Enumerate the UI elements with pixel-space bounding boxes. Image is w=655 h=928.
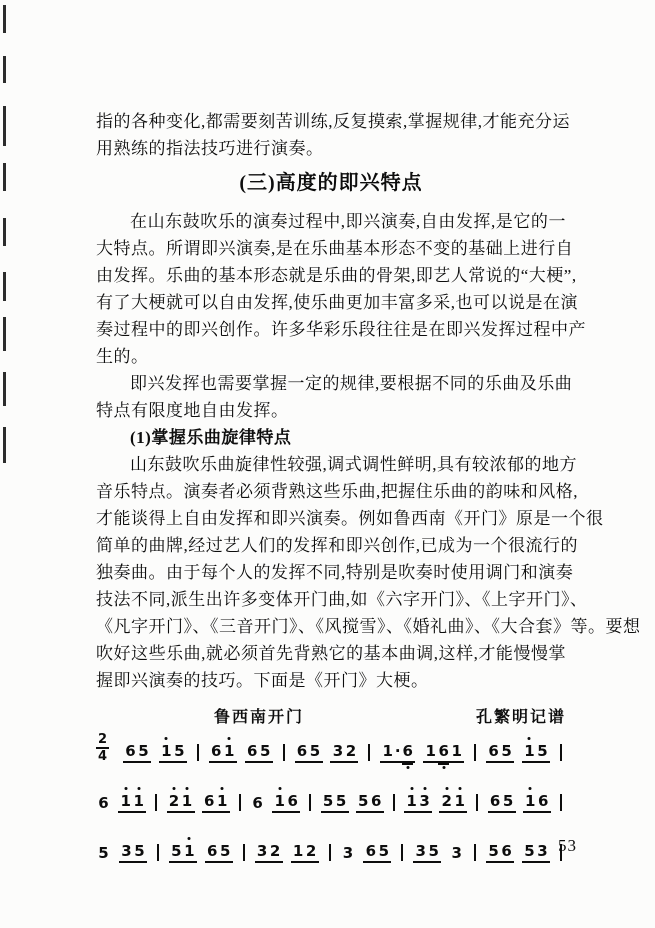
scan-artifact [3,163,6,191]
note: 5 [98,844,109,862]
note-group [159,743,187,763]
note-group [523,793,551,813]
note: 3 [415,842,426,860]
octave-dot-above [410,787,413,790]
barline [157,844,159,861]
note: 5 [537,742,548,760]
paragraph-line: 简单的曲牌,经过艺人们的发挥和即兴创作,已成为一个很流行的 [96,536,578,555]
score-lines [96,733,566,863]
note-group [356,793,384,813]
note: 1 [453,793,466,809]
note: 3 [332,742,344,760]
score-line [96,783,566,813]
paragraph-line: 才能谈得上自由发挥和即兴演奏。例如鲁西南《开门》原是一个很 [96,509,604,528]
note: 6 [488,742,499,760]
paragraph-line: 大特点。所谓即兴演奏,是在乐曲基本形态不变的基础上进行自 [96,239,574,258]
octave-dot-above [529,787,532,790]
paragraph-line: 吹好这些乐曲,就必须首先背熟它的基本曲调,这样,才能慢慢掌 [96,644,566,663]
paragraph-line: 生的。 [96,347,149,366]
note-group [330,743,358,763]
note: 6 [501,842,512,860]
note: 1 [451,742,462,760]
note: 3 [256,842,268,860]
note-group [250,795,265,813]
barline [560,744,562,761]
paragraph-line: 《凡字开门》、《三音开门》、《风搅雪》、《婚礼曲》、《大合套》等。要想 [96,617,641,636]
octave-dot-above [188,837,191,840]
note: 1 [181,793,194,809]
note: 5 [335,792,347,810]
octave-dot-above [221,787,224,790]
note: 5 [488,842,499,860]
octave-dot-above [528,737,531,740]
note: 1 [292,842,304,860]
note: 5 [378,842,390,860]
note: 5 [134,842,145,860]
note-group [167,793,195,813]
barline [368,744,370,761]
scan-artifact [3,5,6,33]
barline [239,794,241,811]
note: 1 [119,793,132,809]
note: 1 [523,743,536,759]
barline [197,744,199,761]
octave-dot-above [458,787,461,790]
score-line [96,833,566,863]
paragraph-line: 用熟练的指法技巧进行演奏。 [96,139,324,158]
note: 1 [223,743,236,759]
note: 5 [309,742,321,760]
music-score [96,704,566,863]
note-group [291,843,319,863]
note: 5 [259,742,271,760]
note: 3 [537,842,548,860]
note: 6 [287,792,298,810]
paragraph-line: 在山东鼓吹乐的演奏过程中,即兴演奏,自由发挥,是它的一 [130,212,566,231]
barline [474,744,476,761]
barline [243,844,245,861]
time-signature [96,733,109,763]
paragraph-line: 山东鼓吹乐曲旋律性较强,调式调性鲜明,具有较浓郁的地方 [130,455,577,474]
octave-dot-above [137,787,140,790]
octave-dot-above [165,737,168,740]
time-signature-numerator: 2 [98,732,108,747]
note: 2 [168,793,181,809]
octave-dot-below [442,766,445,769]
note: 1 [183,843,196,859]
note-group [413,843,441,863]
octave-dot-above [445,787,448,790]
note: 1 [382,742,393,760]
octave-dot-above [124,787,127,790]
score-line [96,733,566,763]
note: 3 [121,842,132,860]
note-group [295,743,323,763]
augmentation-dot: · [394,742,401,760]
score-title: 鲁西南开门 [214,709,305,726]
note: 1 [216,793,229,809]
paragraph-line: 音乐特点。演奏者必须背熟这些乐曲,把握住乐曲的韵味和风格, [96,482,578,501]
octave-dot-above [423,787,426,790]
note-group [522,843,550,863]
note: 5 [502,792,514,810]
note-group [486,843,514,863]
note: 6 [401,743,414,759]
note: 6 [211,742,222,760]
paragraph-line: 握即兴演奏的技巧。下面是《开门》大梗。 [96,671,429,690]
note-group [321,793,349,813]
paragraph-line: 指的各种变化,都需要刻苦训练,反复摸索,掌握规律,才能充分运 [96,112,570,131]
note: 5 [138,742,149,760]
sixteenth-beam [402,763,413,765]
note-group [380,743,415,763]
note-group [202,793,230,813]
note-group [423,743,464,763]
note-group [205,843,233,863]
note-group [245,743,273,763]
note-group [439,793,467,813]
time-signature-denominator: 4 [98,749,108,764]
note: 5 [171,842,182,860]
note: 3 [418,793,431,809]
note-group [169,843,197,863]
sixteenth-beam [438,763,449,765]
note: 2 [269,842,281,860]
note-group [404,793,432,813]
paragraph-line: 奏过程中的即兴创作。许多华彩乐段往往是在即兴发挥过程中产 [96,320,586,339]
octave-dot-below [406,766,409,769]
note: 5 [220,842,231,860]
octave-dot-above [186,787,189,790]
scan-artifact [3,427,6,463]
note: 6 [207,842,218,860]
note: 3 [451,844,462,862]
note: 5 [428,842,439,860]
paragraph-line: 由发挥。乐曲的基本形态就是乐曲的骨架,即艺人常说的“大梗”, [96,266,577,285]
octave-dot-above [173,787,176,790]
scan-artifact [3,56,6,83]
barline [474,844,476,861]
note: 6 [489,792,501,810]
sub-heading: (1)掌握乐曲旋律特点 [130,428,292,447]
note: 6 [203,792,215,810]
barline [560,794,562,811]
note-group [96,845,111,863]
note: 5 [358,792,369,810]
scan-artifact [3,372,6,406]
octave-dot-above [228,737,231,740]
note-group [272,793,300,813]
note: 6 [98,794,109,812]
note: 2 [305,842,317,860]
note: 1 [425,742,436,760]
page-number: 53 [558,836,577,855]
note: 1 [160,743,173,759]
note: 5 [322,792,334,810]
note: 3 [342,844,354,862]
barline [401,844,403,861]
note-group [488,793,516,813]
note-group [363,843,391,863]
paragraph-line: 技法不同,派生出许多变体开门曲,如《六字开门》、《上字开门》、 [96,590,588,609]
note: 1 [273,793,286,809]
score-credit: 孔繁明记谱 [475,709,566,726]
barline [393,794,395,811]
note-group [118,793,146,813]
barline [329,844,331,861]
note-group [209,743,237,763]
octave-dot-above [278,787,281,790]
note-group [486,743,514,763]
note: 6 [252,794,263,812]
scan-artifact [3,272,6,301]
note: 6 [371,792,382,810]
note-group [449,845,464,863]
note-group [340,845,355,863]
note: 1 [132,793,145,809]
barline [155,794,157,811]
barline [309,794,311,811]
note: 5 [524,842,535,860]
note: 6 [246,742,258,760]
note: 1 [405,793,418,809]
note: 6 [437,743,450,759]
note: 2 [440,793,453,809]
note-group [255,843,283,863]
note: 6 [296,742,308,760]
page-content [96,108,641,863]
note: 5 [174,742,185,760]
scan-artifact [3,218,6,246]
note: 5 [501,742,512,760]
paragraph-line: 独奏曲。由于每个人的发挥不同,特别是吹奏时使用调门和演奏 [96,563,574,582]
note-group [123,743,151,763]
scan-artifact [3,317,6,351]
note: 2 [345,742,357,760]
note: 6 [365,842,377,860]
note: 6 [125,742,136,760]
note-group [522,743,550,763]
score-header [96,704,566,727]
scan-artifact [3,106,6,146]
note-group [96,795,111,813]
note: 6 [538,792,549,810]
paragraph-line: 即兴发挥也需要掌握一定的规律,要根据不同的乐曲及乐曲 [130,374,573,393]
barline [283,744,285,761]
note: 1 [524,793,537,809]
section-heading: (三)高度的即兴特点 [239,172,423,194]
paragraph-line: 特点有限度地自由发挥。 [96,401,289,420]
barline [476,794,478,811]
paragraph-line: 有了大梗就可以自由发挥,使乐曲更加丰富多采,也可以说是在演 [96,293,578,312]
note-group [119,843,147,863]
